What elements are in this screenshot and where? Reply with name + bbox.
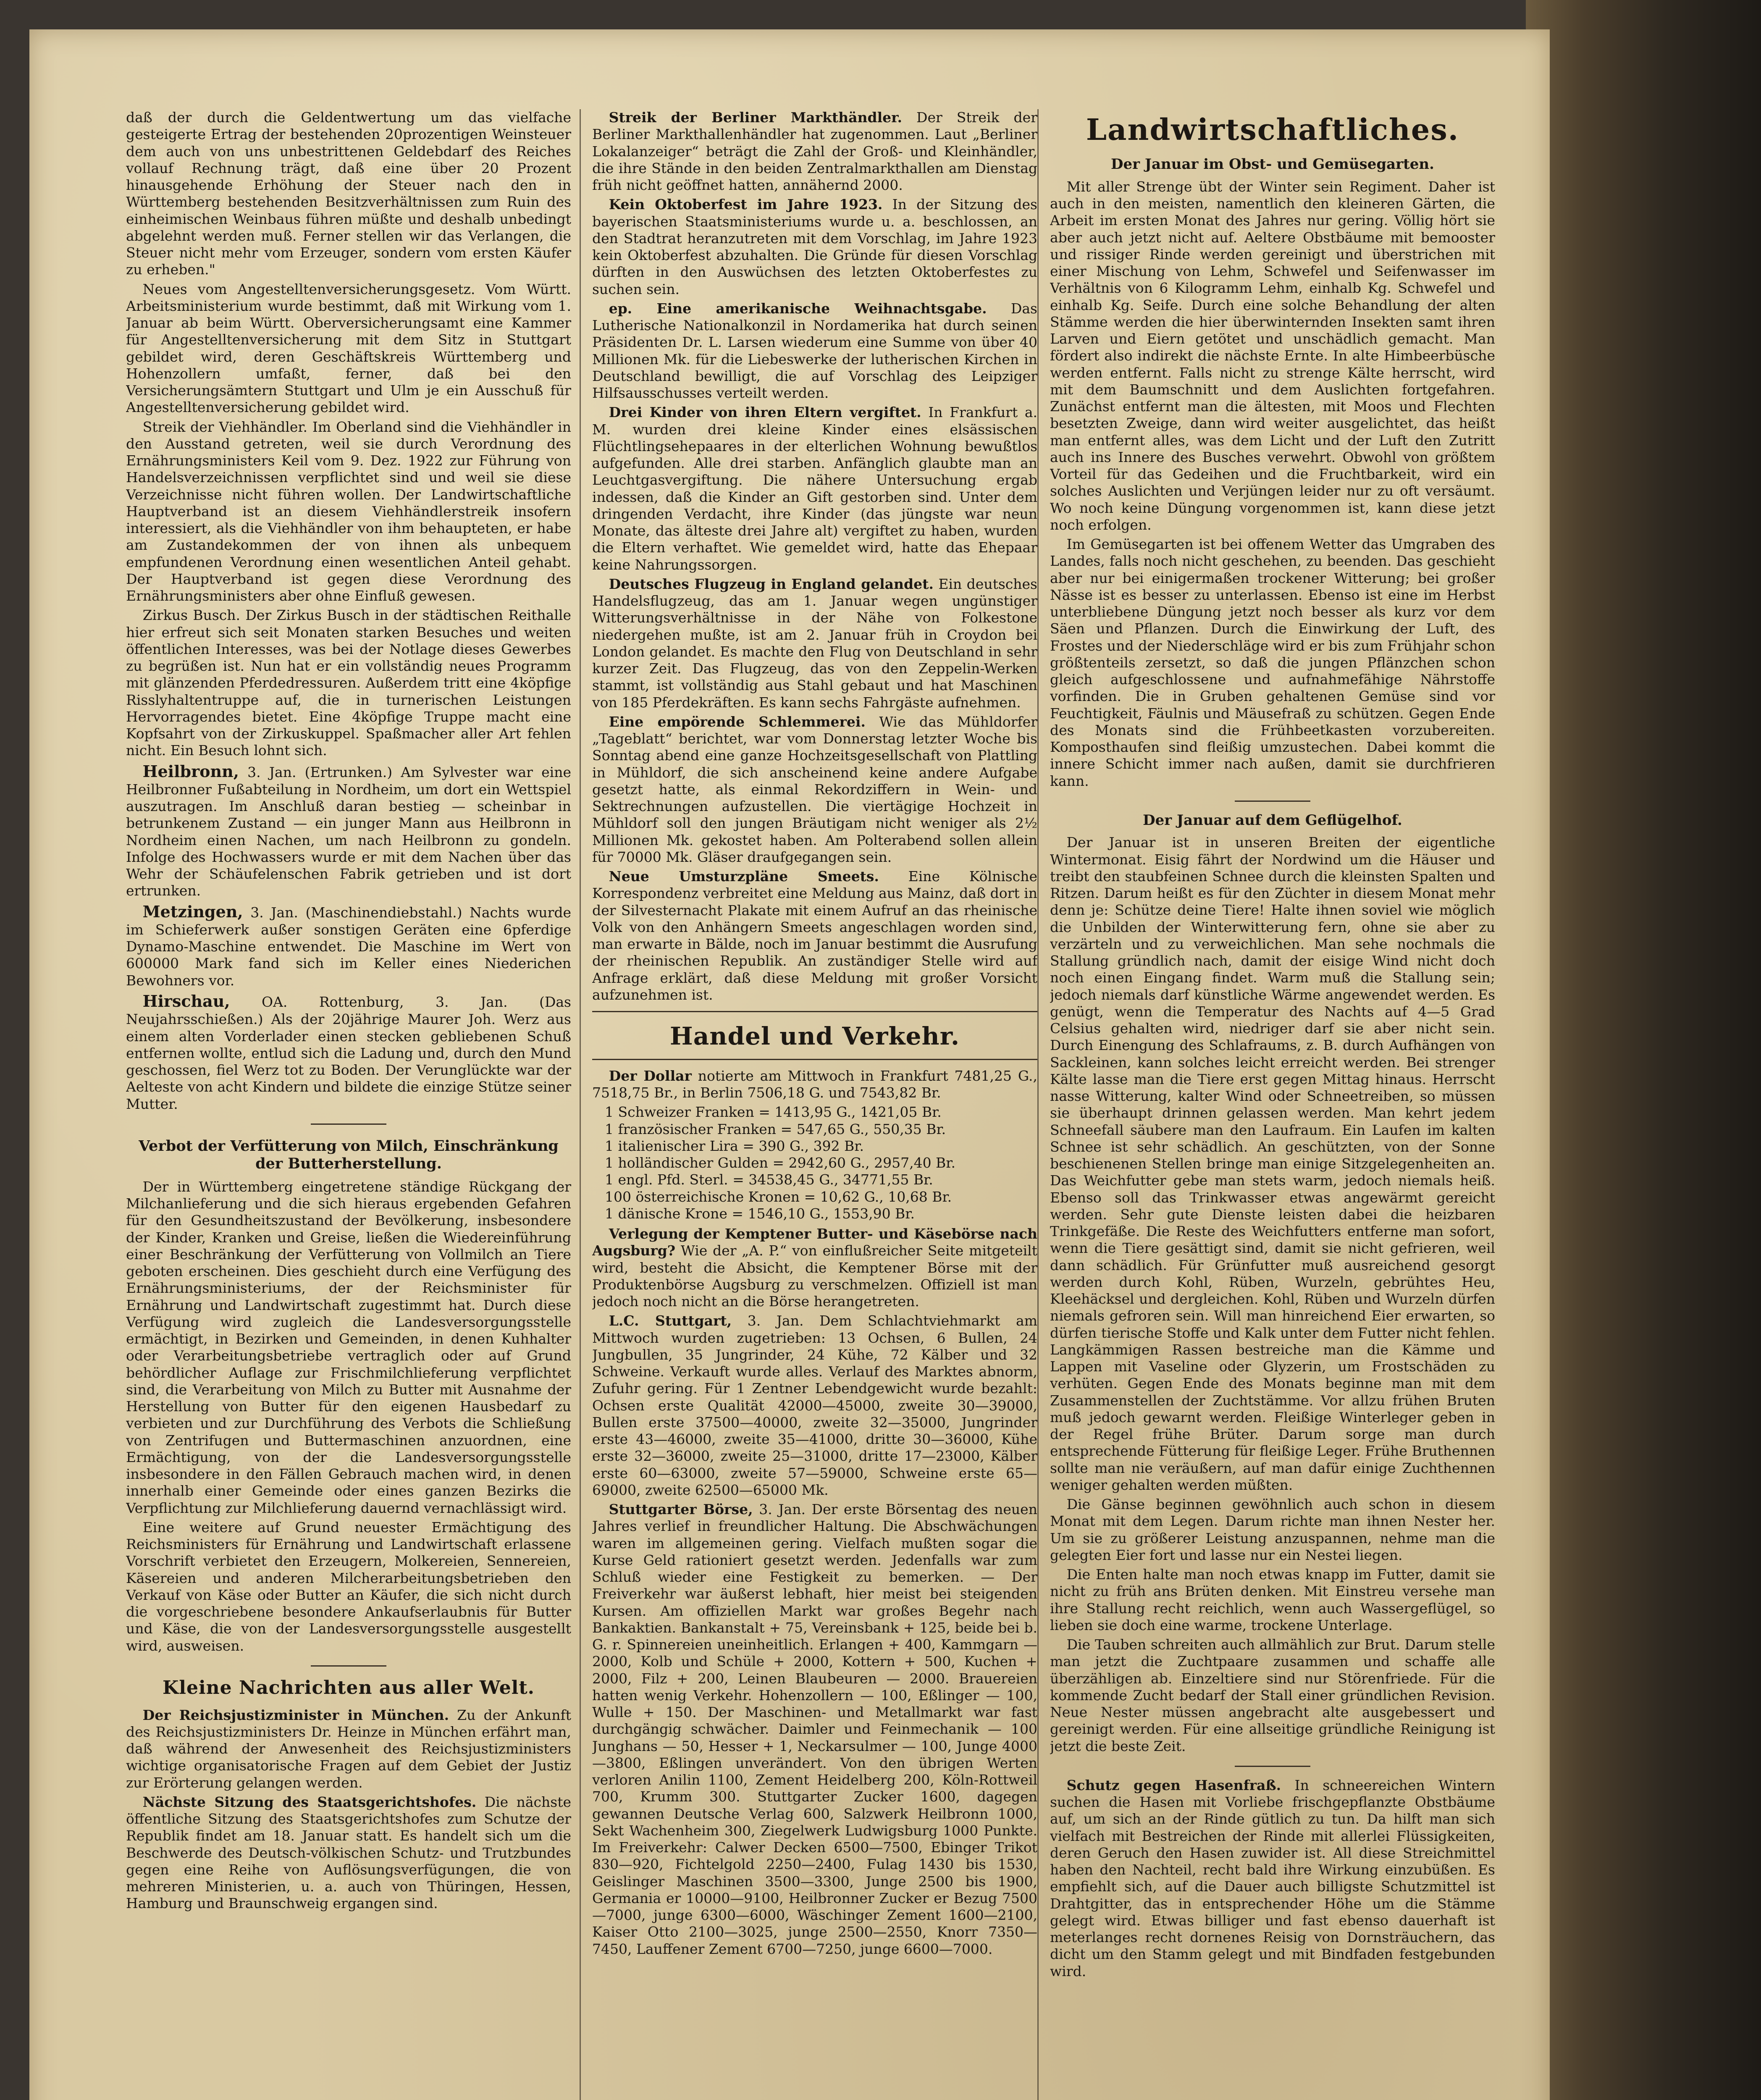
separator xyxy=(1235,801,1310,802)
article-weinsteuer-end: daß der durch die Geldentwertung um das vielfache gesteigerte Ertrag der bestehenden 20prozentigen Weinsteuer dem auch von uns unbestrittenen Geldebdarf des Reiches vollauf Rechnung trägt, daß eine über 20 Prozent hinausgehende Erhöhung der Steuer nach den in Württemberg bestehenden Besitzverhältnissen zum Ruin des einheimischen Weinbaus führen müßte und deshalb unbedingt abgelehnt werden muß. Ferner stellen wir das Verlangen, die Steuer nicht mehr vom Erzeuger, sondern vom ersten Käufer zu erheben." xyxy=(126,109,571,278)
article-dollar xyxy=(592,1068,1037,1102)
article-reichsjustizminister-text: Zu der Ankunft des Reichsjustizministers Dr. Heinze in München erfährt man, daß während der Anwesenheit des Reichsjustizministers wichtige organisatorische Fragen auf dem Gebiet der Justiz zur Erörterung gelangen werden. xyxy=(126,1706,571,1791)
heading-kleine-nachrichten: Kleine Nachrichten aus aller Welt. xyxy=(163,1677,535,1698)
rate-row: 1 französischer Franken = 547,65 G., 550,35 Br. xyxy=(605,1121,946,1137)
article-stuttgarter-boerse-text: 3. Jan. Der erste Börsentag des neuen Jahres verlief in freundlicher Haltung. Die Abschwächungen waren im allgemeinen gering. Vielfach mußten sogar die Kurse Geld rationiert gesetzt werden. Jedenfalls war zum Schluß wieder eine Festigkeit zu bemerken. — Der Freiverkehr war äußerst lebhaft, hier meist bei steigenden Kursen. Am offiziellen Markt war großes Begehr nach Bankaktien. Bankanstalt + 75, Vereinsbank + 125, beide bei b. G. r. Spinnereien uneinheitlich. Erlangen + 400, Kammgarn — 2000, Kolb und Schüle + 2000, Kottern + 500, Kuchen + 2000, Filz + 200, Leinen Blaubeuren — 2000. Brauereien hatten wenig Verkehr. Hohenzollern — 100, Eßlinger — 100, Wulle + 150. Der Maschinen- und Metallmarkt war fast durchgängig schwächer. Daimler und Feinmechanik — 100 Junghans — 50, Hesser + 1, Neckarsulmer — 100, Junge 4000—3800, Eßlingen unverändert. Von den übrigen Werten verloren Anilin 1100, Zement Heidelberg 200, Köln-Rottweil 700, Krumm 300. Stuttgarter Zucker 1600, dagegen gewannen Deutsche Verlag 600, Salzwerk Heilbronn 1000, Sekt Wachenheim 300, Ziegelwerk Ludwigsburg 1000 Punkte. Im Freiverkehr: Calwer Decken 6500—7500, Ebinger Trikot 830—920, Fichtelgold 2250—2400, Fulag 1430 bis 1530, Geislinger Maschinen 3500—3300, Junge 2500 bis 1900, Germania er 10000—9100, Heilbronner Zucker er Bezug 7500—7000, junge 6300—6000, Wäschinger Zement 1600—2100, Kaiser Otto 2100—3025, junge 2500—2550, Knorr 7350—7450, Lauffener Zement 6700—7250, junge 6600—7000. xyxy=(592,1501,1037,1957)
article-flugzeug xyxy=(592,576,1037,711)
article-gaense: Die Gänse beginnen gewöhnlich auch schon in diesem Monat mit dem Legen. Darum richte man ihnen Nester her. Um sie zu größerer Leistung anzuspannen, nehme man die gelegten Eier fort und lasse nur ein Nestei liegen. xyxy=(1050,1496,1495,1563)
article-schlemmerei-lead: Eine empörende Schlemmerei. xyxy=(609,713,866,730)
rate-row: 1 Schweizer Franken = 1413,95 G., 1421,05 Br. xyxy=(605,1104,942,1121)
article-streik-viehhaendler: Streik der Viehhändler. Im Oberland sind die Viehhändler in den Ausstand getreten, weil sie durch Verordnung des Ernährungsministers Keil vom 9. Dez. 1922 zur Führung von Handelsverzeichnissen verpflichtet sind und weil sie diese Verzeichnisse nicht führen wollen. Der Landwirtschaftliche Hauptverband ist an diesem Viehhändlerstreik insofern interessiert, als die Viehhändler von ihm behaupteten, er habe am Zustandekommen der von ihnen als unbequem empfundenen Verordnung einen wesentlichen Anteil gehabt. Der Hauptverband ist gegen diese Verordnung des Ernährungsministers aber ohne Einfluß gewesen. xyxy=(126,418,571,604)
article-oktoberfest xyxy=(592,196,1037,298)
newspaper-page xyxy=(29,29,1550,2100)
article-staatsgerichtshof-lead: Nächste Sitzung des Staatsgerichtshofes. xyxy=(142,1793,477,1810)
rate-row: 1 italienischer Lira = 390 G., 392 Br. xyxy=(605,1137,864,1154)
article-hasenfrass-text: In schneereichen Wintern suchen die Hasen mit Vorliebe frischgepflanzte Obstbäume auf, um sich an der Rinde gütlich zu tun. Da hilft man sich vielfach mit Bestreichen der Rinde mit allerlei Flüssigkeiten, deren Geruch den Hasen zuwider ist. All diese Streichmittel haben den Nachteil, recht bald ihre Wirkung einzubüßen. Es empfiehlt sich, auf die Dauer auch billigste Schutzmittel ist Drahtgitter, das in entsprechender Höhe um die Stämme gelegt wird. Etwas billiger und fast ebenso dauerhaft ist meterlanges recht dornenes Reisig von Dornsträuchern, das dicht um den Stamm gelegt und mit Bindfaden festgebunden wird. xyxy=(1050,1777,1495,1979)
article-gefluegelhof: Der Januar ist in unseren Breiten der eigentliche Wintermonat. Eisig fährt der Nordwind um die Häuser und treibt den staubfeinen Schnee durch die kleinsten Spalten und Ritzen. Darum heißt es für den Züchter in diesem Monat mehr denn je: Schütze deine Tiere! Halte ihnen soviel wie möglich die Unbilden der Winterwitterung fern, ohne sie aber zu verzärteln und zu verweichlichen. Man sehe nochmals die Stallung gründlich nach, damit der eisige Wind nicht doch noch einen Eingang findet. Warm muß die Stallung sein; jedoch niemals darf künstliche Wärme angewendet werden. Es genügt, wenn die Temperatur des Nachts auf 4—5 Grad Celsius gehalten wird, niedriger darf sie aber nicht sein. Durch Einengung des Schlafraums, z. B. durch Aufhängen von Sackleinen, kann solches leicht erreicht werden. Bei strenger Kälte lasse man die Tiere erst gegen Mittag hinaus. Herrscht nasse Witterung, kalter Wind oder Schneetreiben, so müssen sie überhaupt drinnen gelassen werden. Man kehrt jedem Schneefall säubere man den Laufraum. Ein Laufen im kalten Schnee ist sehr schädlich. An geschützten, von der Sonne beschienenen Stellen bringe man einige Sitzgelegenheiten an. Das Weichfutter gebe man stets warm, jedoch niemals heiß. Ebenso soll das Trinkwasser etwas angewärmt gereicht werden. Sehr gute Dienste leisten dabei die heizbaren Trinkgefäße. Die Reste des Weichfutters entferne man sofort, wenn die Tiere gesättigt sind, damit sie nicht gefrieren, weil dann schädlich. Für Grünfutter muß ausreichend gesorgt werden durch Kohl, Rüben, Wurzeln, gebrühtes Heu, Kleehäcksel und dergleichen. Kohl, Rüben und Wurzeln dürfen niemals gefroren sein. Will man hinreichend Eier erwarten, so dürfen tierische Stoffe und Kalk unter dem Futter nicht fehlen. Langkämmigen Rassen bestreiche man die Kämme und Lappen mit Vaseline oder Glyzerin, um Frostschäden zu verhüten. Gegen Ende des Monats beginne man mit dem Zusammenstellen der Zuchtstämme. Vor allzu frühen Bruten muß jedoch gewarnt werden. Fleißige Winterleger geben in der Regel frühe Brüter. Darum sorge man durch entsprechende Fütterung für fleißige Leger. Frühe Bruthennen sollte man nie veräußern, auf man dafür einige Zuchthennen weniger gehalten werden müßten. xyxy=(1050,834,1495,1493)
article-stuttgarter-boerse xyxy=(592,1501,1037,1958)
article-flugzeug-text: Ein deutsches Handelsflugzeug, das am 1. Januar wegen ungünstiger Witterungsverhältnisse in der Nähe von Folkestone niedergehen mußte, ist am 2. Januar früh in Croydon bei London gelandet. Es machte den Flug von Deutschland in sehr kurzer Zeit. Das Flugzeug, das von den Zeppelin-Werken stammt, ist vollständig aus Stahl gebaut und hat Maschinen von 185 Pferdekräften. Es kann sechs Fahrgäste aufnehmen. xyxy=(592,575,1037,711)
column-2 xyxy=(592,109,1037,2100)
article-schlemmerei-text: Wie das Mühldorfer „Tageblatt“ berichtet, war vom Donnerstag letzter Woche bis Sonntag abend eine ganze Hochzeitsgesellschaft von Plattling in Mühldorf, die sich anscheinend keine andere Aufgabe gesetzt hatte, als einmal Rekordziffern in Wein- und Sektrechnungen aufzustellen. Die viertägige Hochzeit in Mühldorf soll den jungen Bräutigam nicht weniger als 2½ Millionen Mk. gekostet haben. Am Polterabend sollen allein für 70000 Mk. Gläser draufgegangen sein. xyxy=(592,713,1037,865)
article-hirschau xyxy=(126,992,571,1113)
article-tauben: Die Tauben schreiten auch allmählich zur Brut. Darum stelle man jetzt die Zuchtpaare zusammen und schaffe alle überzähligen ab. Einzeltiere sind nur Störenfriede. Für die kommende Zucht bedarf der Stall einer gründlichen Revision. Neue Nester müssen angebracht alte ausgebessert und gereinigt werden. Für eine allseitige gründliche Reinigung ist jetzt die beste Zeit. xyxy=(1050,1636,1495,1754)
place-metzingen: Metzingen, xyxy=(142,902,243,921)
article-enten: Die Enten halte man noch etwas knapp im Futter, damit sie nicht zu früh ans Brüten denken. Mit Einstreu versehe man ihre Stallung recht reichlich, wenn auch Wassergeflügel, so lieben sie doch eine warme, trockene Unterlage. xyxy=(1050,1566,1495,1633)
article-dollar-text: notierte am Mittwoch in Frankfurt 7481,25 G., 7518,75 Br., in Berlin 7506,18 G. und 7543,82 Br. xyxy=(592,1067,1037,1101)
article-milch-2: Eine weitere auf Grund neuester Ermächtigung des Reichsministers für Ernährung und Landwirtschaft erlassene Vorschrift verbietet den Erzeugern, Molkereien, Sennereien, Käsereien und anderen Milcherarbeitungsbetrieben den Verkauf von Käse oder Butter an Käufer, die sich nicht durch die vorgeschriebene besondere Ankaufserlaubnis für Butter und Käse, die von der Landesversorgungsstelle ausgestellt wird, ausweisen. xyxy=(126,1519,571,1654)
book-binding-edge xyxy=(1526,0,1761,2100)
separator xyxy=(592,1059,1037,1060)
article-weihnachtsgabe-text: Das Lutherische Nationalkonzil in Nordamerika hat durch seinen Präsidenten Dr. L. Larsen wiederum eine Summe von über 40 Millionen Mk. für die Liebeswerke der lutherischen Kirchen in Deutschland bewilligt, die auf Vorschlag des Leipziger Hilfsausschusses verteilt werden. xyxy=(592,300,1037,401)
article-hirschau-text: OA. Rottenburg, 3. Jan. (Das Neujahrsschießen.) Als der 20jährige Maurer Joh. Werz aus einem alten Vorderlader einen stecken gebliebenen Schuß entfernen wollte, entlud sich die Ladung und, durch den Mund geschossen, fiel Werz tot zu Boden. Der Verunglückte war der Aelteste von acht Kindern und bildete die einzige Stütze seiner Mutter. xyxy=(126,993,571,1112)
heading-januar-obst-gemuese: Der Januar im Obst- und Gemüsegarten. xyxy=(1111,156,1434,173)
article-drei-kinder-lead: Drei Kinder von ihren Eltern vergiftet. xyxy=(609,404,921,421)
article-staatsgerichtshof xyxy=(126,1794,571,1912)
place-hirschau: Hirschau, xyxy=(142,991,230,1011)
article-metzingen xyxy=(126,902,571,989)
article-smeets-lead: Neue Umsturzpläne Smeets. xyxy=(609,868,879,885)
exchange-rates-list xyxy=(605,1104,1037,1222)
separator xyxy=(311,1665,386,1667)
separator xyxy=(1235,1766,1310,1767)
rate-row: 1 holländischer Gulden = 2942,60 G., 2957,40 Br. xyxy=(605,1155,955,1171)
article-zirkus-busch: Zirkus Busch. Der Zirkus Busch in der städtischen Reithalle hier erfreut sich seit Monaten starken Besuches und weiten öffentlichen Interesses, was bei der Notlage dieses Gewerbes zu begrüßen ist. Nun hat er ein vollständig neues Programm mit glänzenden Pferdedressuren. Außerdem tritt eine 4köpfige Risslyhaltentruppe auf, die in turnerischen Leistungen Hervorragendes bietet. Eine 4köpfige Truppe macht eine Kopfsahrt von der Zirkuskuppel. Spaßmacher aller Art fehlen nicht. Ein Besuch lohnt sich. xyxy=(126,607,571,759)
article-heilbronn-text: 3. Jan. (Ertrunken.) Am Sylvester war eine Heilbronner Fußabteilung in Nordheim, um dort ein Wettspiel auszutragen. Im Anschluß daran bestieg — scheinbar in betrunkenem Zustand — ein junger Mann aus Heilbronn in Nordheim einen Nachen, um nach Heilbronn zu gondeln. Infolge des Hochwassers wurde er mit dem Nachen über das Wehr der Schäufelenschen Fabrik getrieben und ist dort ertrunken. xyxy=(126,764,571,899)
heading-milch-verbot: Verbot der Verfütterung von Milch, Einschränkung der Butterherstellung. xyxy=(139,1137,559,1172)
article-reichsjustizminister xyxy=(126,1707,571,1791)
article-smeets xyxy=(592,868,1037,1003)
column-rule-left xyxy=(580,109,581,2100)
rate-row: 1 engl. Pfd. Sterl. = 34538,45 G., 34771,55 Br. xyxy=(605,1171,933,1188)
column-1 xyxy=(126,109,571,2100)
column-rule-right xyxy=(1037,109,1039,2100)
article-smeets-text: Eine Kölnische Korrespondenz verbreitet eine Meldung aus Mainz, daß dort in der Silvesternacht Plakate mit einem Aufruf an das rheinische Volk von den Anhängern Smeets angeschlagen worden sind, man erwarte in Bälde, noch im Januar bestimmt die Ausrufung der rheinischen Republik. An zuständiger Stelle wird auf Anfrage erklärt, daß diese Meldung mit großer Vorsicht aufzunehmen ist. xyxy=(592,868,1037,1003)
article-markthaendler-lead: Streik der Berliner Markthändler. xyxy=(609,109,902,126)
article-stuttgarter-boerse-lead: Stuttgarter Börse, xyxy=(609,1501,753,1517)
article-kemptener-boerse xyxy=(592,1226,1037,1310)
article-drei-kinder xyxy=(592,404,1037,573)
article-angestelltenversicherung: Neues vom Angestelltenversicherungsgesetz. Vom Württ. Arbeitsministerium wurde bestimmt, daß mit Wirkung vom 1. Januar ab beim Württ. Oberversicherungsamt eine Kammer für Angestelltenversicherung mit dem Sitz in Stuttgart gebildet wird, deren Geschäftskreis Württemberg und Hohenzollern umfaßt, ferner, daß bei den Versicherungsämtern Stuttgart und Ulm je ein Ausschuß für Angestelltenversicherung gebildet wird. xyxy=(126,281,571,416)
heading-landwirtschaftliches: Landwirtschaftliches. xyxy=(1086,112,1459,147)
rate-row: 100 österreichische Kronen = 10,62 G., 10,68 Br. xyxy=(605,1188,952,1205)
article-hasenfrass xyxy=(1050,1777,1495,1980)
article-oktoberfest-lead: Kein Oktoberfest im Jahre 1923. xyxy=(609,196,883,213)
separator xyxy=(311,1124,386,1125)
article-schlachtviehmarkt xyxy=(592,1312,1037,1499)
article-staatsgerichtshof-text: Die nächste öffentliche Sitzung des Staatsgerichtshofes zum Schutze der Republik findet am 18. Januar statt. Es handelt sich um die Beschwerde des Deutsch-völkischen Schutz- und Trutzbundes gegen eine Reihe von Auflösungsverfügungen, die von mehreren Ministerien, u. a. auch von Thüringen, Hessen, Hamburg und Braunschweig ergangen sind. xyxy=(126,1793,571,1912)
article-markthaendler-text: Der Streik der Berliner Markthallenhändler hat zugenommen. Laut „Berliner Lokalanzeiger“ beträgt die Zahl der Groß- und Kleinhändler, die ihre Stände in den beiden Zentralmarkthallen am Dienstag früh nicht geöffnet hatten, annähernd 2000. xyxy=(592,109,1037,193)
article-markthaendler xyxy=(592,109,1037,194)
article-dollar-lead: Der Dollar xyxy=(609,1067,692,1084)
heading-januar-gefluegelhof: Der Januar auf dem Geflügelhof. xyxy=(1143,811,1402,829)
article-schlachtviehmarkt-lead: L.C. Stuttgart, xyxy=(609,1312,732,1329)
article-obstgarten: Mit aller Strenge übt der Winter sein Regiment. Daher ist auch in den meisten, namentlich den kleineren Gärten, die Arbeit im ersten Monat des Jahres nur gering. Völlig hört sie aber auch jetzt nicht auf. Aeltere Obstbäume mit bemooster und rissiger Rinde werden gereinigt und überstrichen mit einer Mischung von Lehm, Schwefel und Seifenwasser im Verhältnis von 6 Kilogramm Lehm, einhalb Kg. Schwefel und einhalb Kg. Seife. Durch eine solche Behandlung der alten Stämme werden die hier überwinternden Insekten samt ihren Larven und Eiern getötet und unschädlich gemacht. Man fördert also indirekt die nächste Ernte. In alte Himbeerbüsche werden entfernt. Falls nicht zu strenge Kälte herrscht, wird mit dem Baumschnitt und dem Auslichten fortgefahren. Zunächst entfernt man die ältesten, mit Moos und Flechten besetzten Zweige, dann wird weiter ausgelichtet, das heißt man entfernt alles, was dem Licht und der Luft den Zutritt auch ins Innere des Busches verwehrt. Obwohl von größtem Vorteil für das Gedeihen und die Fruchtbarkeit, wird ein solches Auslichten und Verjüngen leider nur zu oft versäumt. Wo noch keine Düngung vorgenommen ist, kann diese jetzt noch erfolgen. xyxy=(1050,178,1495,533)
article-drei-kinder-text: In Frankfurt a. M. wurden drei kleine Kinder eines elsässischen Flüchtlingsehepaares in der elterlichen Wohnung bewußtlos aufgefunden. Alle drei starben. Anfänglich glaubte man an Leuchtgasvergiftung. Die nähere Untersuchung ergab indessen, daß die Kinder an Gift gestorben sind. Unter dem dringenden Verdacht, ihre Kinder (das jüngste war neun Monate, das älteste drei Jahre alt) vergiftet zu haben, wurden die Eltern verhaftet. Wie gemeldet wird, hatte das Ehepaar keine Nahrungssorgen. xyxy=(592,404,1037,573)
article-gemuesegarten: Im Gemüsegarten ist bei offenem Wetter das Umgraben des Landes, falls noch nicht geschehen, zu beenden. Das geschieht aber nur bei einigermaßen trockener Witterung; bei großer Nässe ist es besser zu unterlassen. Ebenso ist eine im Herbst unterbliebene Düngung jetzt noch besser als kurz vor dem Säen und Pflanzen. Durch die Einwirkung der Luft, des Frostes und der Niederschläge wird er bis zum Frühjahr schon größtenteils zersetzt, so daß die jungen Pflänzchen schon gleich aufgeschlossene und aufnahmefähige Nährstoffe vorfinden. Die in Gruben gehaltenen Gemüse sind vor Feuchtigkeit, Fäulnis und Mäusefraß zu schützen. Gegen Ende des Monats sind die Frühbeetkasten vorzubereiten. Komposthaufen sind fleißig umzustechen. Dabei kommt die innere Schicht immer nach außen, damit sie durchfrieren kann. xyxy=(1050,536,1495,789)
article-oktoberfest-text: In der Sitzung des bayerischen Staatsministeriums wurde u. a. beschlossen, an den Stadtrat heranzutreten mit dem Vorschlag, im Jahre 1923 kein Oktoberfest abzuhalten. Die Gründe für diesen Vorschlag dürften in den Auswüchsen des letzten Oktoberfestes zu suchen sein. xyxy=(592,196,1037,297)
article-kemptener-boerse-text: Wie der „A. P.“ von einflußreicher Seite mitgeteilt wird, besteht die Absicht, die Kemptener Börse mit der Produktenbörse Augsburg zu verschmelzen. Offiziell ist man jedoch noch nicht an die Börse herangetreten. xyxy=(592,1242,1037,1310)
article-schlemmerei xyxy=(592,714,1037,866)
article-weihnachtsgabe-lead: ep. Eine amerikanische Weihnachtsgabe. xyxy=(609,300,987,317)
article-reichsjustizminister-lead: Der Reichsjustizminister in München. xyxy=(142,1706,449,1723)
article-metzingen-text: 3. Jan. (Maschinendiebstahl.) Nachts wurde im Schieferwerk außer sonstigen Geräten eine 6pferdige Dynamo-Maschine entwendet. Die Maschine im Wert von 600000 Mark fand sich im Keller eines Niederichen Bewohners vor. xyxy=(126,904,571,989)
article-heilbronn xyxy=(126,762,571,900)
article-kemptener-boerse-lead: Verlegung der Kemptener Butter- und Käsebörse nach Augsburg? xyxy=(592,1226,1037,1259)
article-weihnachtsgabe xyxy=(592,300,1037,402)
article-schlachtviehmarkt-text: 3. Jan. Dem Schlachtviehmarkt am Mittwoch wurden zugetrieben: 13 Ochsen, 6 Bullen, 24 Jungbullen, 35 Jungrinder, 24 Kühe, 72 Kälber und 32 Schweine. Verkauft wurde alles. Verlauf des Marktes abnorm, Zufuhr gering. Für 1 Zentner Lebendgewicht wurde bezahlt: Ochsen erste Qualität 42000—45000, zweite 30—39000, Bullen erste 37500—40000, zweite 32—35000, Jungrinder erste 43—46000, zweite 35—41000, dritte 30—36000, Kühe erste 32—36000, zweite 25—31000, dritte 17—23000, Kälber erste 60—63000, zweite 57—59000, Schweine erste 65—69000, zweite 62500—65000 Mk. xyxy=(592,1312,1037,1498)
article-milch-1: Der in Württemberg eingetretene ständige Rückgang der Milchanlieferung und die sich hieraus ergebenden Gefahren für den Gesundheitszustand der Bevölkerung, insbesondere der Kinder, Kranken und Greise, ließen die Wiedereinführung einer Beschränkung der Verfütterung von Vollmilch an Tiere geboten erscheinen. Dies geschieht durch eine Verfügung des Ernährungsministeriums, der der Reichsminister für Ernährung und Landwirtschaft zugestimmt hat. Durch diese Verfügung wird zugleich die Landesversorgungsstelle ermächtigt, in Bezirken und Gemeinden, in denen Kuhhalter oder Verarbeitungsbetriebe vertraglich oder auf Grund behördlicher Auflage zur Frischmilchlieferung verpflichtet sind, die Verarbeitung von Milch zu Butter mit Ausnahme der Herstellung von Butter für den eigenen Hausbedarf zu verbieten und zur Durchführung des Verbots die Schließung von Zentrifugen und Buttermaschinen anzuordnen, eine Ermächtigung, von der die Landesversorgungsstelle insbesondere in den Fällen Gebrauch machen wird, in denen innerhalb einer Gemeinde oder eines ganzen Bezirks die Verpflichtung zur Milchlieferung dauernd vernachlässigt wird. xyxy=(126,1178,571,1516)
heading-handel-verkehr: Handel und Verkehr. xyxy=(669,1022,960,1050)
rate-row: 1 dänische Krone = 1546,10 G., 1553,90 Br. xyxy=(605,1205,915,1222)
column-3 xyxy=(1050,109,1495,2100)
article-flugzeug-lead: Deutsches Flugzeug in England gelandet. xyxy=(609,575,934,592)
place-heilbronn: Heilbronn, xyxy=(142,761,239,781)
article-hasenfrass-lead: Schutz gegen Hasenfraß. xyxy=(1066,1777,1281,1793)
separator xyxy=(592,1011,1037,1012)
